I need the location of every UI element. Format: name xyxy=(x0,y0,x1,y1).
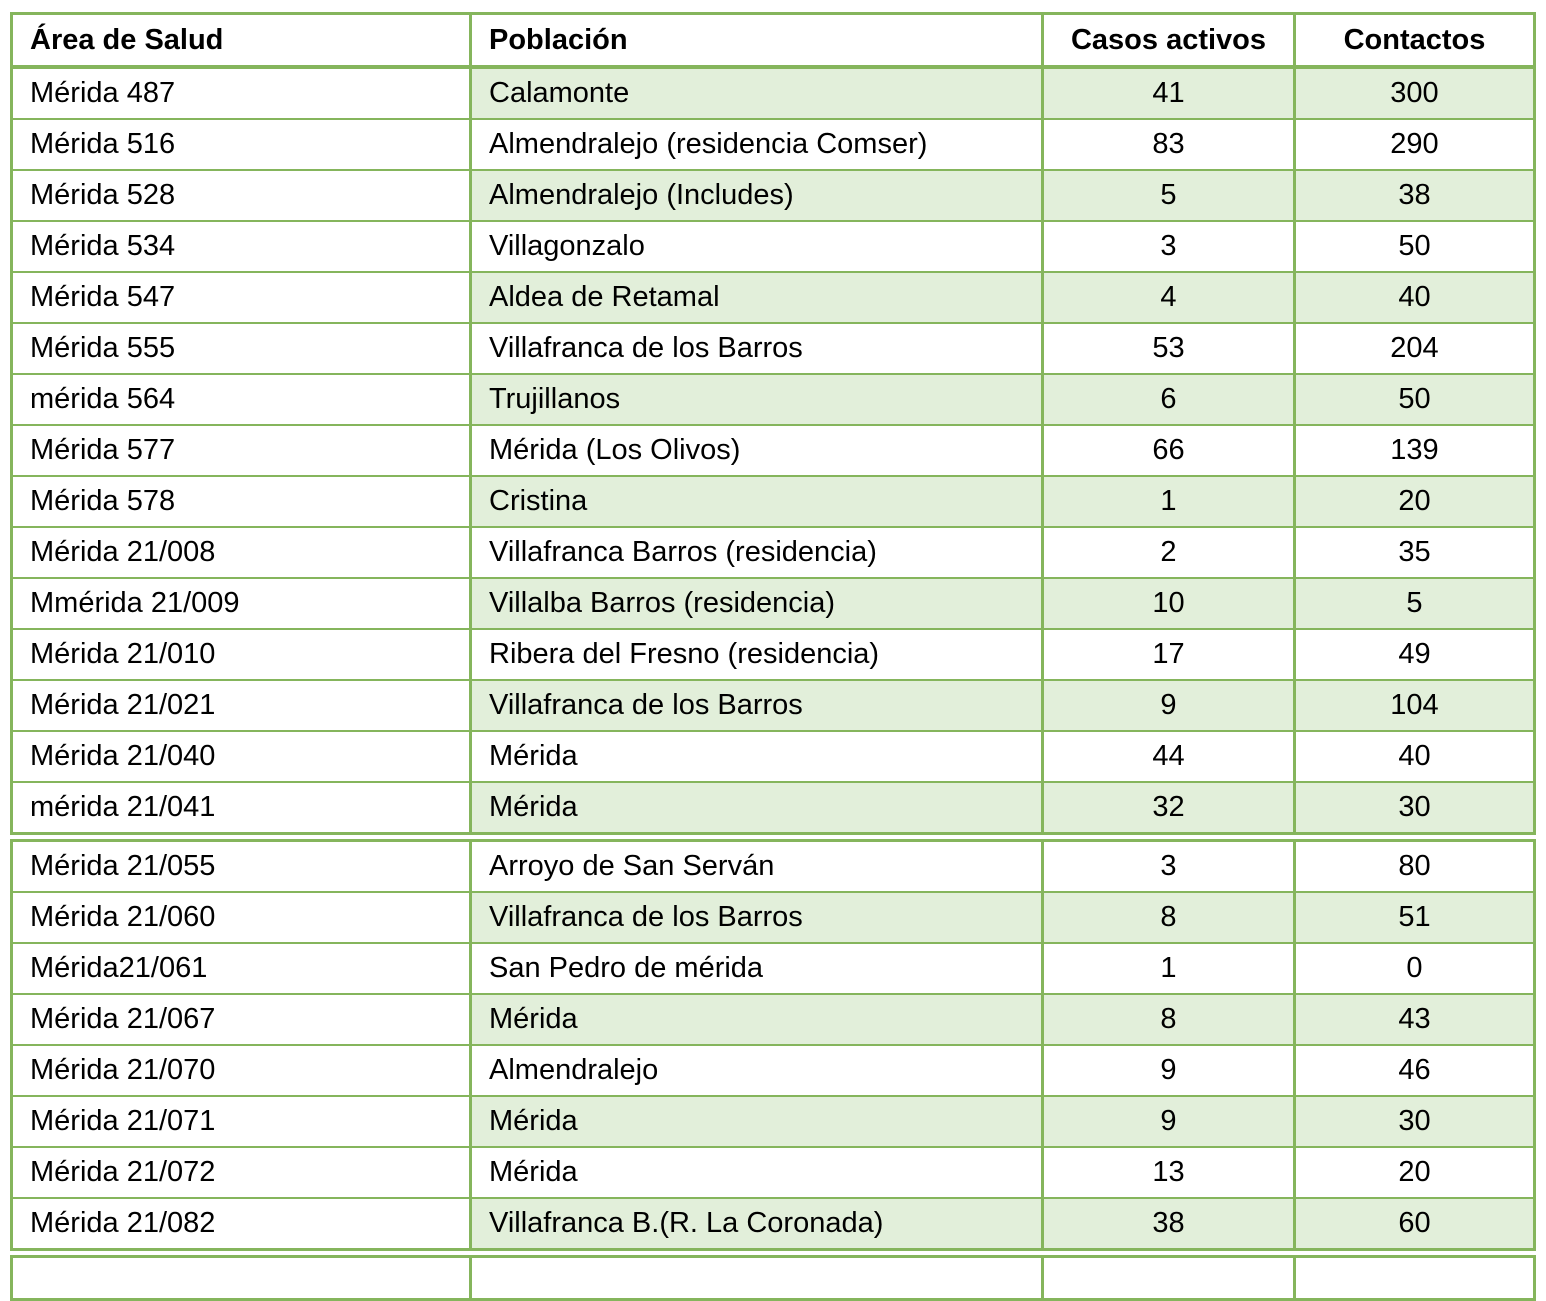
table-row xyxy=(13,222,1533,273)
cell-poblacion: Villafranca de los Barros xyxy=(472,324,1044,373)
cell-contactos: 204 xyxy=(1390,332,1439,364)
table-row xyxy=(13,995,1533,1046)
cell-casos-activos: 6 xyxy=(1044,375,1296,424)
cell-casos-activos: 44 xyxy=(1044,732,1296,781)
cell-area-de-salud: Mérida 21/060 xyxy=(13,893,472,942)
cell-poblacion: Trujillanos xyxy=(472,375,1044,424)
cell-contactos: 30 xyxy=(1296,783,1533,832)
cell-contactos: 139 xyxy=(1390,434,1439,466)
cell-poblacion: Almendralejo (Includes) xyxy=(472,171,1044,220)
cell-contactos: 300 xyxy=(1296,69,1533,118)
cell-contactos: 40 xyxy=(1296,273,1533,322)
cell-poblacion: Arroyo de San Serván xyxy=(472,842,1044,891)
table-row xyxy=(13,630,1533,681)
cell-poblacion: Mérida xyxy=(472,732,1044,781)
cell-poblacion: Almendralejo xyxy=(472,1046,1044,1095)
cell-casos-activos: 66 xyxy=(1044,426,1296,475)
cell-poblacion: Mérida xyxy=(472,1148,1044,1197)
table-row xyxy=(13,477,1533,528)
table-row xyxy=(13,1148,1533,1199)
cell-casos-activos xyxy=(1044,1258,1296,1298)
cell-contactos: 40 xyxy=(1398,740,1431,772)
cell-contactos: 290 xyxy=(1390,128,1439,160)
cell-poblacion: Villafranca Barros (residencia) xyxy=(472,528,1044,577)
cell-area-de-salud: Mérida 555 xyxy=(13,324,472,373)
cell-casos-activos: 13 xyxy=(1044,1148,1296,1197)
cell-contactos: 104 xyxy=(1296,681,1533,730)
table-row-partial xyxy=(13,1258,1533,1298)
cell-area-de-salud: Mérida 534 xyxy=(13,222,472,271)
cell-area-de-salud: Mérida 516 xyxy=(13,120,472,169)
table-section-1-rows xyxy=(13,69,1533,832)
cell-casos-activos: 9 xyxy=(1044,1046,1296,1095)
cell-contactos: 50 xyxy=(1398,230,1431,262)
cell-area-de-salud: Mmérida 21/009 xyxy=(13,579,472,628)
cell-casos-activos: 5 xyxy=(1044,171,1296,220)
cell-area-de-salud: Mérida 21/072 xyxy=(13,1148,472,1197)
cell-poblacion: Villafranca de los Barros xyxy=(472,893,1044,942)
cell-casos-activos: 38 xyxy=(1044,1199,1296,1248)
cell-poblacion: San Pedro de mérida xyxy=(472,944,1044,993)
cell-poblacion: Almendralejo (residencia Comser) xyxy=(472,120,1044,169)
table-section-2-rows xyxy=(13,842,1533,1248)
table-row xyxy=(13,1097,1533,1148)
cell-contactos: 20 xyxy=(1398,1156,1431,1188)
cell-poblacion: Villagonzalo xyxy=(472,222,1044,271)
cell-casos-activos: 10 xyxy=(1044,579,1296,628)
cell-poblacion: Mérida xyxy=(472,783,1044,832)
cell-area-de-salud: Mérida 21/067 xyxy=(13,995,472,1044)
cell-area-de-salud: Mérida 578 xyxy=(13,477,472,526)
cell-contactos: 0 xyxy=(1406,952,1423,984)
cell-casos-activos: 9 xyxy=(1044,681,1296,730)
table-section-3-partial xyxy=(10,1255,1536,1301)
cell-area-de-salud: Mérida 21/082 xyxy=(13,1199,472,1248)
table-row xyxy=(13,1199,1533,1248)
cell-casos-activos: 8 xyxy=(1044,995,1296,1044)
cell-casos-activos: 32 xyxy=(1044,783,1296,832)
cell-poblacion: Ribera del Fresno (residencia) xyxy=(472,630,1044,679)
cell-area-de-salud: Mérida 21/008 xyxy=(13,528,472,577)
cell-contactos xyxy=(1296,1258,1533,1298)
table-row xyxy=(13,375,1533,426)
table-header-row xyxy=(13,15,1533,69)
table-row xyxy=(13,681,1533,732)
cell-poblacion: Villafranca de los Barros xyxy=(472,681,1044,730)
cell-contactos: 20 xyxy=(1296,477,1533,526)
cell-contactos: 35 xyxy=(1398,536,1431,568)
table-row xyxy=(13,171,1533,222)
cell-area-de-salud: Mérida 21/055 xyxy=(13,842,472,891)
cell-casos-activos: 8 xyxy=(1044,893,1296,942)
cell-casos-activos: 1 xyxy=(1044,477,1296,526)
table-row xyxy=(13,426,1533,477)
cell-contactos: 51 xyxy=(1296,893,1533,942)
table-row xyxy=(13,1046,1533,1097)
table-row xyxy=(13,324,1533,375)
cell-casos-activos: 53 xyxy=(1044,324,1296,373)
cell-casos-activos: 17 xyxy=(1044,630,1296,679)
header-area-de-salud: Área de Salud xyxy=(13,15,472,65)
cell-casos-activos: 3 xyxy=(1044,222,1296,271)
table-section-2 xyxy=(10,839,1536,1251)
cell-contactos: 5 xyxy=(1296,579,1533,628)
cell-casos-activos: 9 xyxy=(1044,1097,1296,1146)
cell-poblacion: Villafranca B.(R. La Coronada) xyxy=(472,1199,1044,1248)
cell-contactos: 38 xyxy=(1296,171,1533,220)
cell-area-de-salud: Mérida 577 xyxy=(13,426,472,475)
cell-poblacion: Aldea de Retamal xyxy=(472,273,1044,322)
cell-area-de-salud: Mérida 21/071 xyxy=(13,1097,472,1146)
cell-contactos: 80 xyxy=(1398,850,1431,882)
header-contactos: Contactos xyxy=(1343,24,1486,56)
cell-area-de-salud: mérida 21/041 xyxy=(13,783,472,832)
cell-contactos: 60 xyxy=(1296,1199,1533,1248)
cell-contactos: 46 xyxy=(1398,1054,1431,1086)
cell-poblacion: Calamonte xyxy=(472,69,1044,118)
cell-contactos: 50 xyxy=(1296,375,1533,424)
cell-casos-activos: 1 xyxy=(1044,944,1296,993)
table-row xyxy=(13,273,1533,324)
cell-poblacion xyxy=(472,1258,1044,1298)
cell-poblacion: Mérida xyxy=(472,1097,1044,1146)
table-row xyxy=(13,893,1533,944)
cell-contactos: 49 xyxy=(1398,638,1431,670)
cell-poblacion: Villalba Barros (residencia) xyxy=(472,579,1044,628)
cell-poblacion: Mérida (Los Olivos) xyxy=(472,426,1044,475)
cell-casos-activos: 4 xyxy=(1044,273,1296,322)
table-row xyxy=(13,842,1533,893)
table-row xyxy=(13,528,1533,579)
header-poblacion: Población xyxy=(472,15,1044,65)
cell-area-de-salud: Mérida 21/021 xyxy=(13,681,472,730)
table-row xyxy=(13,783,1533,832)
health-areas-table xyxy=(10,12,1536,1301)
cell-area-de-salud: Mérida 21/040 xyxy=(13,732,472,781)
table-row xyxy=(13,120,1533,171)
table-row xyxy=(13,69,1533,120)
cell-contactos: 30 xyxy=(1296,1097,1533,1146)
cell-casos-activos: 41 xyxy=(1044,69,1296,118)
cell-poblacion: Mérida xyxy=(472,995,1044,1044)
cell-area-de-salud: Mérida21/061 xyxy=(13,944,472,993)
cell-contactos: 43 xyxy=(1296,995,1533,1044)
table-section-1 xyxy=(10,12,1536,835)
cell-area-de-salud: Mérida 547 xyxy=(13,273,472,322)
cell-area-de-salud: Mérida 528 xyxy=(13,171,472,220)
cell-area-de-salud: Mérida 487 xyxy=(13,69,472,118)
cell-casos-activos: 83 xyxy=(1044,120,1296,169)
cell-area-de-salud: Mérida 21/070 xyxy=(13,1046,472,1095)
cell-casos-activos: 2 xyxy=(1044,528,1296,577)
cell-poblacion: Cristina xyxy=(472,477,1044,526)
cell-area-de-salud: Mérida 21/010 xyxy=(13,630,472,679)
table-row xyxy=(13,579,1533,630)
cell-area-de-salud xyxy=(13,1258,472,1298)
header-casos-activos: Casos activos xyxy=(1044,15,1296,65)
table-row xyxy=(13,944,1533,995)
cell-casos-activos: 3 xyxy=(1044,842,1296,891)
table-row xyxy=(13,732,1533,783)
cell-area-de-salud: mérida 564 xyxy=(13,375,472,424)
